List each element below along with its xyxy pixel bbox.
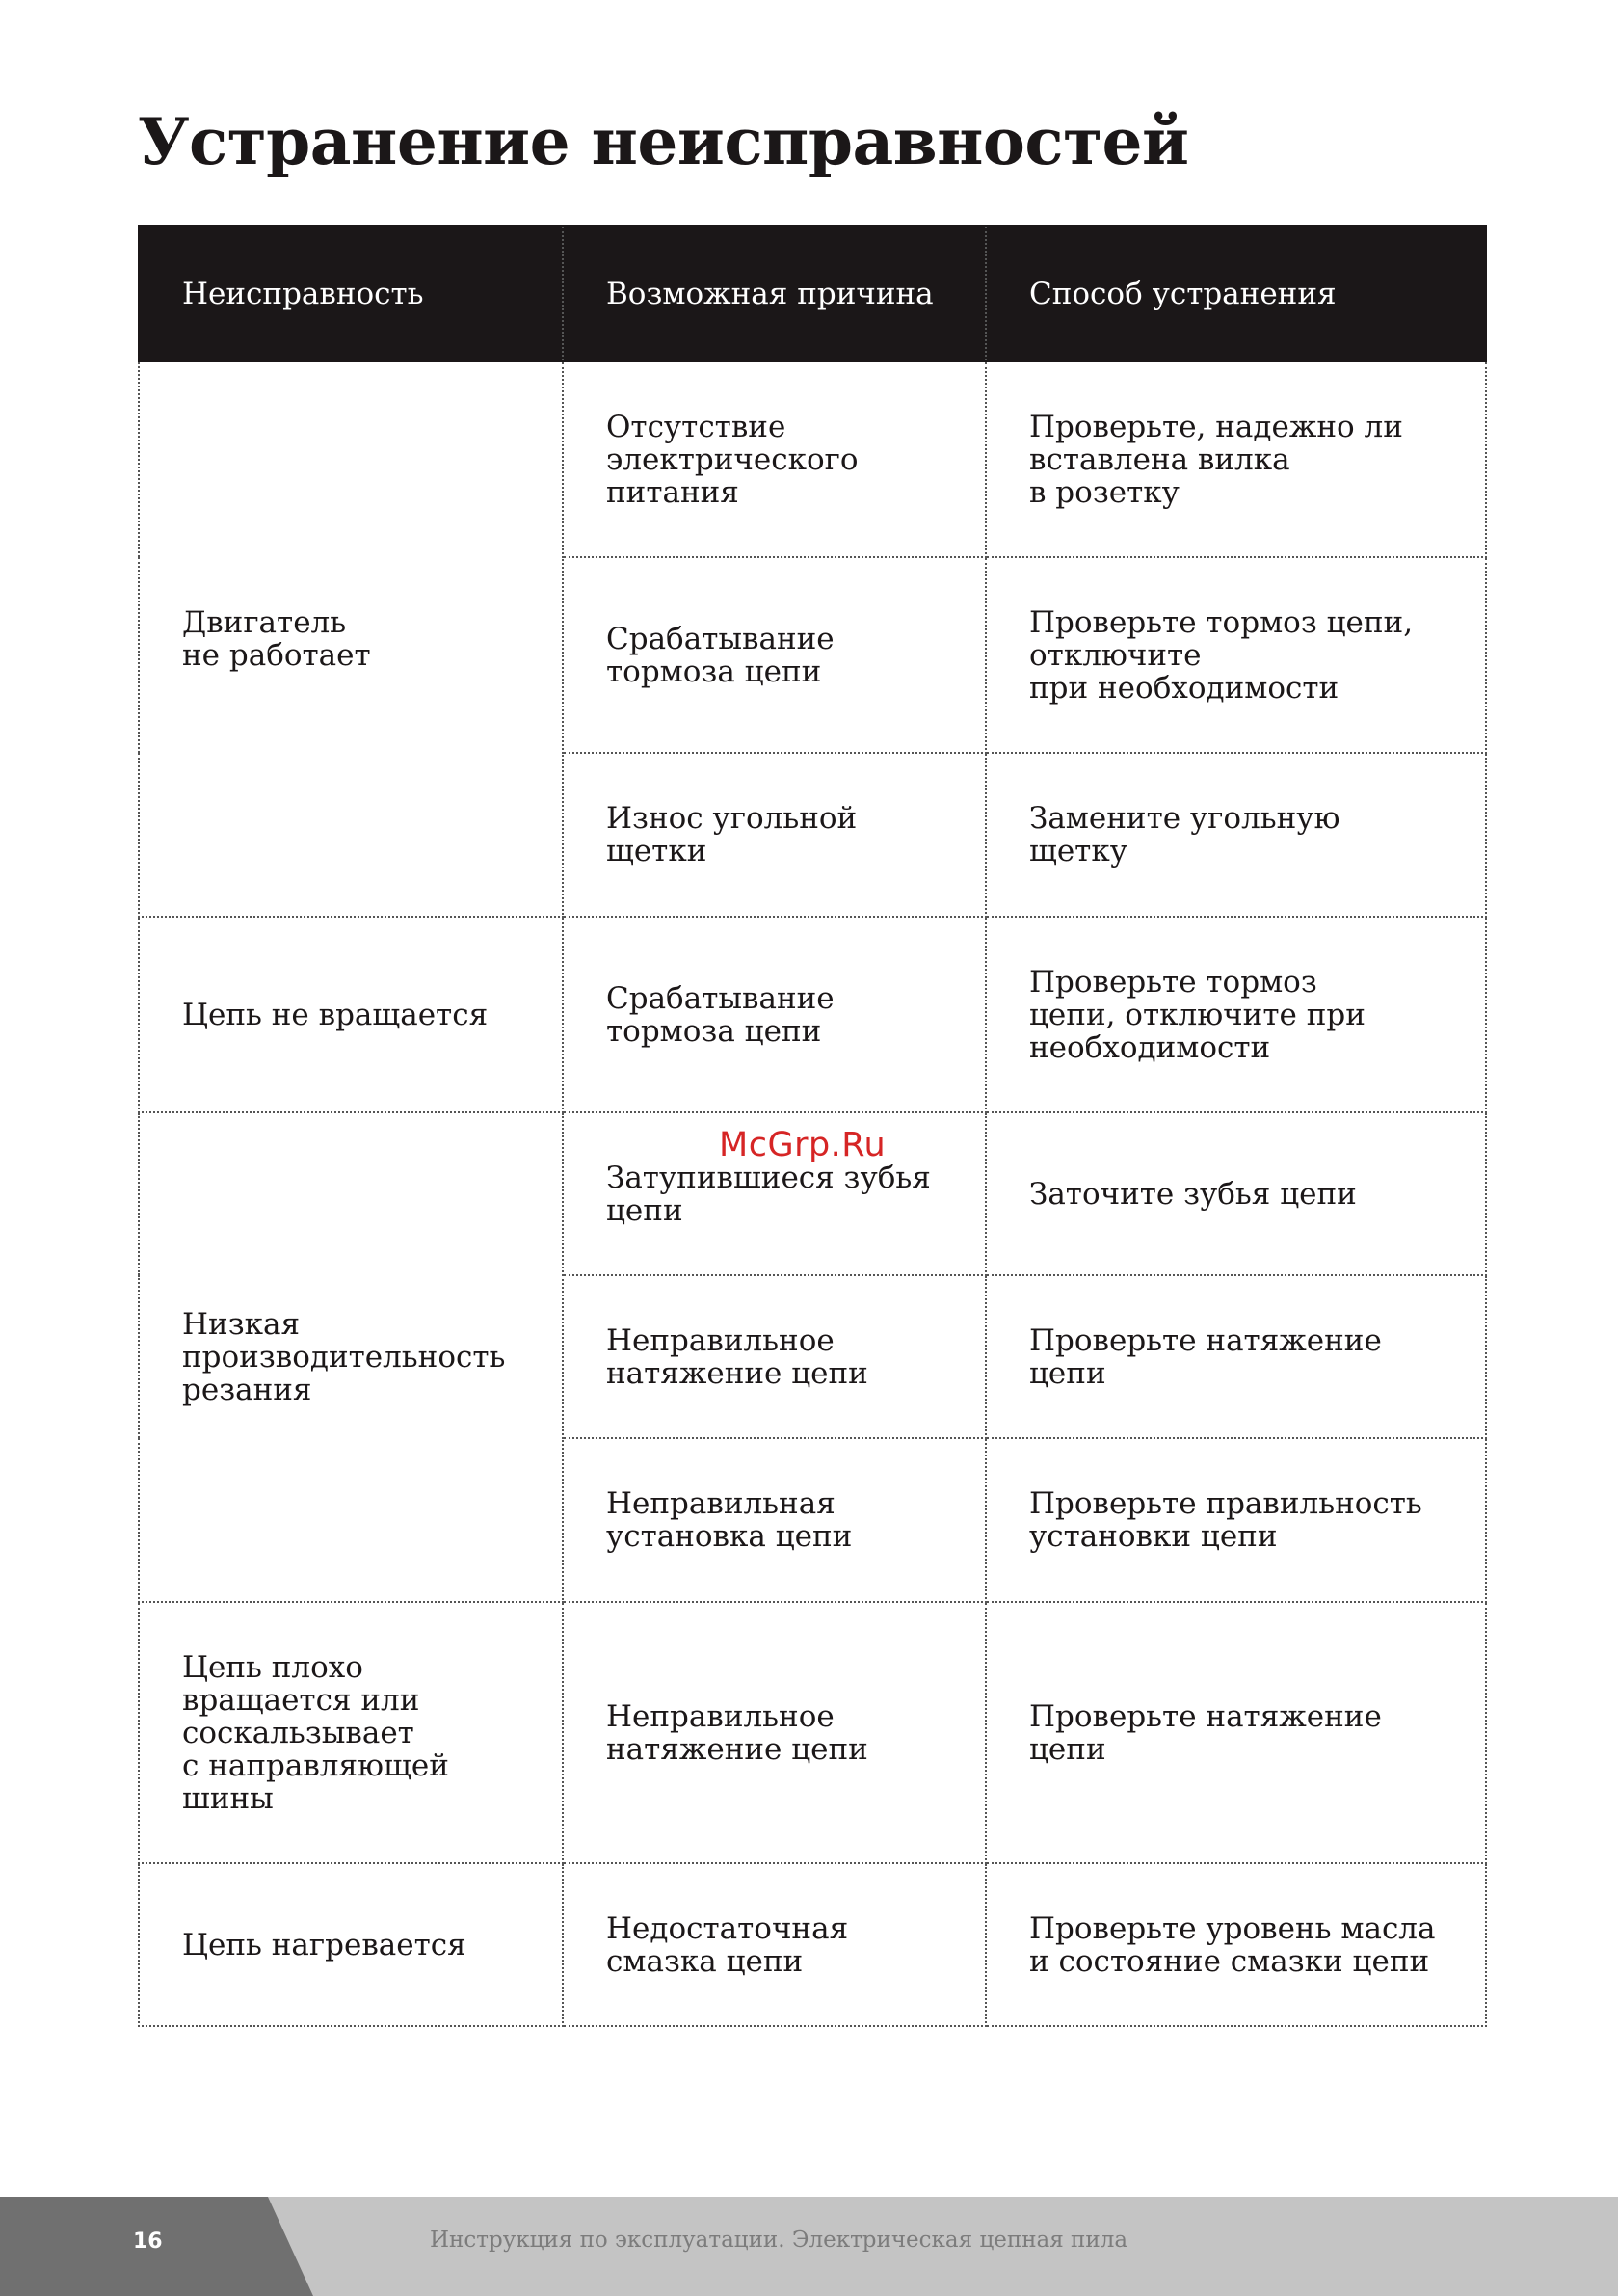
header-remedy: Способ устранения — [986, 226, 1486, 361]
cause-cell: Недостаточная смазка цепи — [563, 1863, 986, 2026]
remedy-cell: Заточите зубья цепи — [986, 1112, 1486, 1275]
cause-cell: Неправильное натяжение цепи — [563, 1602, 986, 1863]
page-number: 16 — [133, 2229, 163, 2254]
cause-cell: Неправильное натяжение цепи — [563, 1275, 986, 1438]
table-row — [139, 361, 1486, 557]
remedy-cell: Проверьте правильность установки цепи — [986, 1438, 1486, 1602]
remedy-cell: Проверьте тормоз цепи, отключите при необходимости — [986, 917, 1486, 1112]
remedy-cell: Проверьте уровень масла и состояние смазки цепи — [986, 1863, 1486, 2026]
table-row — [139, 1602, 1486, 1863]
fault-cell: Цепь плохо вращается или соскальзывает с направляющей шины — [139, 1602, 563, 1863]
fault-cell: Двигатель не работает — [139, 361, 563, 917]
table-header-row — [139, 226, 1486, 361]
header-fault: Неисправность — [139, 226, 563, 361]
remedy-cell: Проверьте тормоз цепи, отключите при необходимости — [986, 557, 1486, 753]
cause-cell: Срабатывание тормоза цепи — [563, 557, 986, 753]
cause-cell: Отсутствие электрического питания — [563, 361, 986, 557]
watermark: McGrp.Ru — [719, 1126, 887, 1164]
fault-cell: Цепь нагревается — [139, 1863, 563, 2026]
header-cause: Возможная причина — [563, 226, 986, 361]
page-title: Устранение неисправностей — [138, 104, 1189, 179]
table-row — [139, 1863, 1486, 2026]
cause-cell: Неправильная установка цепи — [563, 1438, 986, 1602]
remedy-cell: Проверьте натяжение цепи — [986, 1275, 1486, 1438]
cause-cell: Износ угольной щетки — [563, 753, 986, 917]
remedy-cell: Проверьте, надежно ли вставлена вилка в розетку — [986, 361, 1486, 557]
cause-cell: Затупившиеся зубья цепи — [563, 1112, 986, 1275]
page-footer — [0, 2197, 1618, 2296]
cause-cell: Срабатывание тормоза цепи — [563, 917, 986, 1112]
fault-cell: Цепь не вращается — [139, 917, 563, 1112]
remedy-cell: Проверьте натяжение цепи — [986, 1602, 1486, 1863]
footer-title: Инструкция по эксплуатации. Электрическая цепная пила — [430, 2228, 1128, 2253]
table-row — [139, 917, 1486, 1112]
fault-cell: Низкая производительность резания — [139, 1112, 563, 1602]
remedy-cell: Замените угольную щетку — [986, 753, 1486, 917]
